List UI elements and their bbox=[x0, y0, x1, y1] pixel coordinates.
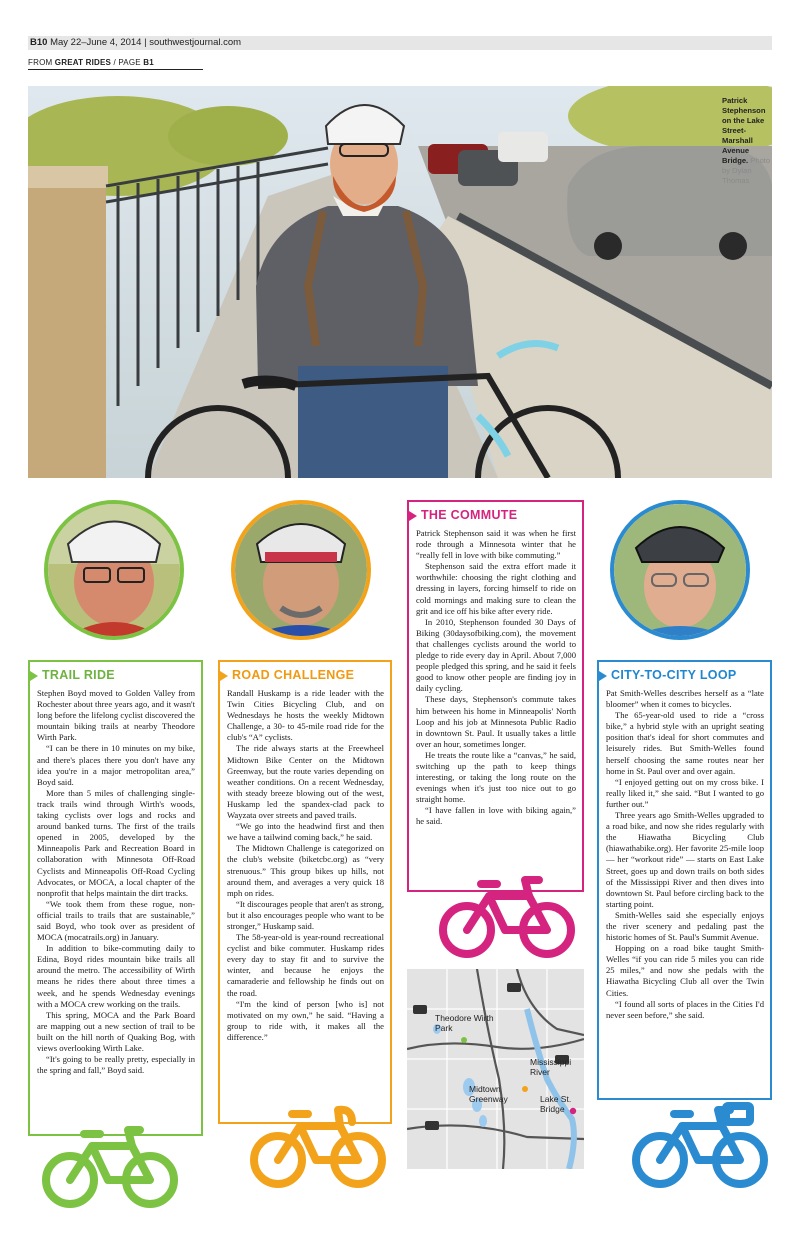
portrait-stephen-boyd bbox=[44, 500, 184, 640]
paragraph: In 2010, Stephenson founded 30 Days of Biking (30daysofbiking.com), the movement that challenges cyclists around the world to pledge to ride every day in April. About 7,000 people pledged this spring, and he said it feels good to know other people are finding joy in daily cycling. bbox=[416, 616, 576, 694]
paragraph: Smith-Welles said she especially enjoys the river scenery and pedaling past the historic homes of St. Paul's Summit Avenue. bbox=[606, 909, 764, 943]
paragraph: These days, Stephenson's commute takes him between his home in Minneapolis' North Loop and his job at Minnesota Public Radio in downtown St. Paul. It usually takes a little over an hour, sometimes longer. bbox=[416, 694, 576, 749]
paragraph: This spring, MOCA and the Park Board are mapping out a new section of trail to be built on the hill north of Quaking Bog, with views overlooking Wirth Lake. bbox=[37, 1009, 195, 1053]
paragraph: “I can be there in 10 minutes on my bike, and there's places there you don't have any idea you're in a major metropolitan area,” Boyd said. bbox=[37, 743, 195, 787]
paragraph: Stephenson said the extra effort made it worthwhile: choosing the right clothing and dressing in layers, forcing himself to ride on cold mornings and making sure to clean the grit and ice off his bike after every ride. bbox=[416, 561, 576, 616]
city-to-city-heading bbox=[599, 662, 770, 686]
portrait-randall-huskamp bbox=[231, 500, 371, 640]
folio-date-site: May 22–June 4, 2014 | southwestjournal.com bbox=[50, 37, 242, 48]
bike-icon bbox=[248, 1100, 388, 1190]
page-number: B10 bbox=[30, 37, 48, 48]
the-commute-body bbox=[409, 526, 582, 832]
paragraph: Three years ago Smith-Welles upgraded to a road bike, and now she rides regularly with the Hiawatha Bicycling Club (hiawathabike.org). Her favorite 25-mile loop — her “workout ride” — starts on East Lake Street, goes up and down trails on both sides of the Mississippi River and then dives into downtown St. Paul before circling back to the starting point. bbox=[606, 810, 764, 909]
paragraph: “It's going to be really pretty, especially in the spring and fall,” Boyd said. bbox=[37, 1054, 195, 1076]
heading-marker bbox=[220, 671, 228, 681]
portrait-illustration bbox=[48, 504, 180, 636]
heading-marker bbox=[30, 671, 38, 681]
paragraph: Patrick Stephenson said it was when he first rode through a Minnesota winter that he “really fell in love with bike commuting.” bbox=[416, 528, 576, 561]
photo-credit: Photo by Dylan Thomas bbox=[722, 156, 771, 185]
portrait-illustration bbox=[614, 504, 746, 636]
paragraph: The 65-year-old used to ride a “cross bike,” a hybrid style with an upright seating position that's ideal for short commutes and leisurely rides. But Smith-Welles found herself choosing the same routes near her home in St. Paul over and over again. bbox=[606, 710, 764, 776]
paragraph: More than 5 miles of challenging single-track trails wind through Wirth's woods, taking cyclists over logs and rocks and around banked turns. The first of the trails opened in 2005, developed by the Minneapolis Park and Recreation Board in collaboration with Minnesota Off-Road Cyclists and Minneapolis Off-Road Cycling Advocates, or MOCA, a local chapter of the nonprofit that helps maintain the dirt tracks. bbox=[37, 787, 195, 898]
road-challenge-title: ROAD CHALLENGE bbox=[232, 668, 355, 682]
route-map bbox=[407, 969, 584, 1169]
road-challenge-body bbox=[220, 686, 390, 1047]
map-label-lake-st: Lake St. Bridge bbox=[540, 1094, 572, 1114]
the-commute-heading bbox=[409, 502, 582, 526]
paragraph: In addition to bike-commuting daily to Edina, Boyd rides mountain bike trails all around the metro. The accessibility of Wirth means he rides there about three times a week, and he spends Wednesday evenings with a MOCA crew working on the trails. bbox=[37, 943, 195, 1009]
paragraph: “We go into the headwind first and then we have a tailwind coming back,” he said. bbox=[227, 821, 384, 843]
paragraph: The 58-year-old is year-round recreational cyclist and bike commuter. Huskamp rides every day to stay fit and to survive the winter, and because he enjoys the camaraderie and fellowship he finds out on the road. bbox=[227, 932, 384, 998]
road-challenge-box bbox=[218, 660, 392, 1124]
bike-icon bbox=[40, 1120, 180, 1210]
trail-ride-heading bbox=[30, 662, 201, 686]
paragraph: “I enjoyed getting out on my cross bike. I really liked it,” she said. “But I wanted to go further out.” bbox=[606, 776, 764, 809]
portrait-pat-smith-welles bbox=[610, 500, 750, 640]
jump-line bbox=[28, 58, 203, 70]
paragraph: “I have fallen in love with biking again,” he said. bbox=[416, 805, 576, 827]
folio-bar bbox=[28, 36, 772, 50]
paragraph: “It discourages people that aren't as strong, but it also encourages people who want to be stronger,” Huskamp said. bbox=[227, 898, 384, 931]
city-to-city-body bbox=[599, 686, 770, 1025]
jump-prefix: FROM bbox=[28, 58, 53, 67]
paragraph: Stephen Boyd moved to Golden Valley from Rochester about three years ago, and it wasn't long before the lifelong cyclist discovered the mountain biking trails at nearby Theodore Wirth Park. bbox=[37, 688, 195, 743]
map-label-theodore-wirth: Theodore Wirth Park bbox=[435, 1013, 494, 1033]
trail-ride-body bbox=[30, 686, 201, 1080]
hero-photo bbox=[28, 86, 772, 478]
the-commute-title: THE COMMUTE bbox=[421, 508, 518, 522]
caption-text: Patrick Stephenson on the Lake Street-Marshall Avenue Bridge. bbox=[722, 96, 766, 165]
paragraph: The ride always starts at the Freewheel Midtown Bike Center on the Midtown Greenway, but the route varies depending on weather conditions. On a recent Wednesday, with steady breeze blowing out of the west, Huskamp led the spandex-clad pack to Wayzata over streets and paved trails. bbox=[227, 743, 384, 821]
map-label-mississippi: Mississippi River bbox=[530, 1057, 572, 1077]
paragraph: Randall Huskamp is a ride leader with the Twin Cities Bicycling Club, and on Wednesdays he hosts the weekly Midtown Challenge, a 30- to 45-mile road ride for the club's “A” cyclists. bbox=[227, 688, 384, 743]
trail-ride-title: TRAIL RIDE bbox=[42, 668, 115, 682]
paragraph: Hopping on a road bike taught Smith-Welles “if you can ride 5 miles you can ride 25 miles,” and now she pedals with the Hiawatha Bicycling Club all over the Twin Cities. bbox=[606, 943, 764, 998]
jump-page: B1 bbox=[143, 58, 154, 67]
bike-icon bbox=[437, 870, 577, 960]
city-to-city-title: CITY-TO-CITY LOOP bbox=[611, 668, 737, 682]
photo-caption bbox=[722, 96, 774, 186]
the-commute-box bbox=[407, 500, 584, 892]
hero-illustration bbox=[28, 86, 772, 478]
trail-ride-box bbox=[28, 660, 203, 1136]
city-to-city-box bbox=[597, 660, 772, 1100]
portrait-illustration bbox=[235, 504, 367, 636]
paragraph: The Midtown Challenge is categorized on the club's website (biketcbc.org) as “very strenuous.” This group bikes up hills, not around them, and averages a very quick 18 mph on rides. bbox=[227, 843, 384, 898]
heading-marker bbox=[599, 671, 607, 681]
paragraph: “I found all sorts of places in the Cities I'd never seen before,” she said. bbox=[606, 998, 764, 1020]
paragraph: He treats the route like a “canvas,” he said, switching up the path to keep things interesting, or taking the long route on the evenings when it's just too nice out to go straight home. bbox=[416, 749, 576, 805]
heading-marker bbox=[409, 511, 417, 521]
road-challenge-heading bbox=[220, 662, 390, 686]
paragraph: “We took them from these rogue, non-official trails to trails that are sustainable,” said Boyd, who took over as president of MOCA (mocatrails.org) in January. bbox=[37, 898, 195, 943]
paragraph: “I'm the kind of person [who is] not motivated on my own,” he said. “Having a group to ride with, it makes all the difference.” bbox=[227, 998, 384, 1042]
bike-icon bbox=[630, 1100, 770, 1190]
paragraph: Pat Smith-Welles describes herself as a “late bloomer” when it comes to bicycles. bbox=[606, 688, 764, 710]
jump-separator: / PAGE bbox=[111, 58, 144, 67]
jump-section: GREAT RIDES bbox=[54, 58, 112, 67]
map-label-midtown: Midtown Greenway bbox=[469, 1084, 508, 1104]
